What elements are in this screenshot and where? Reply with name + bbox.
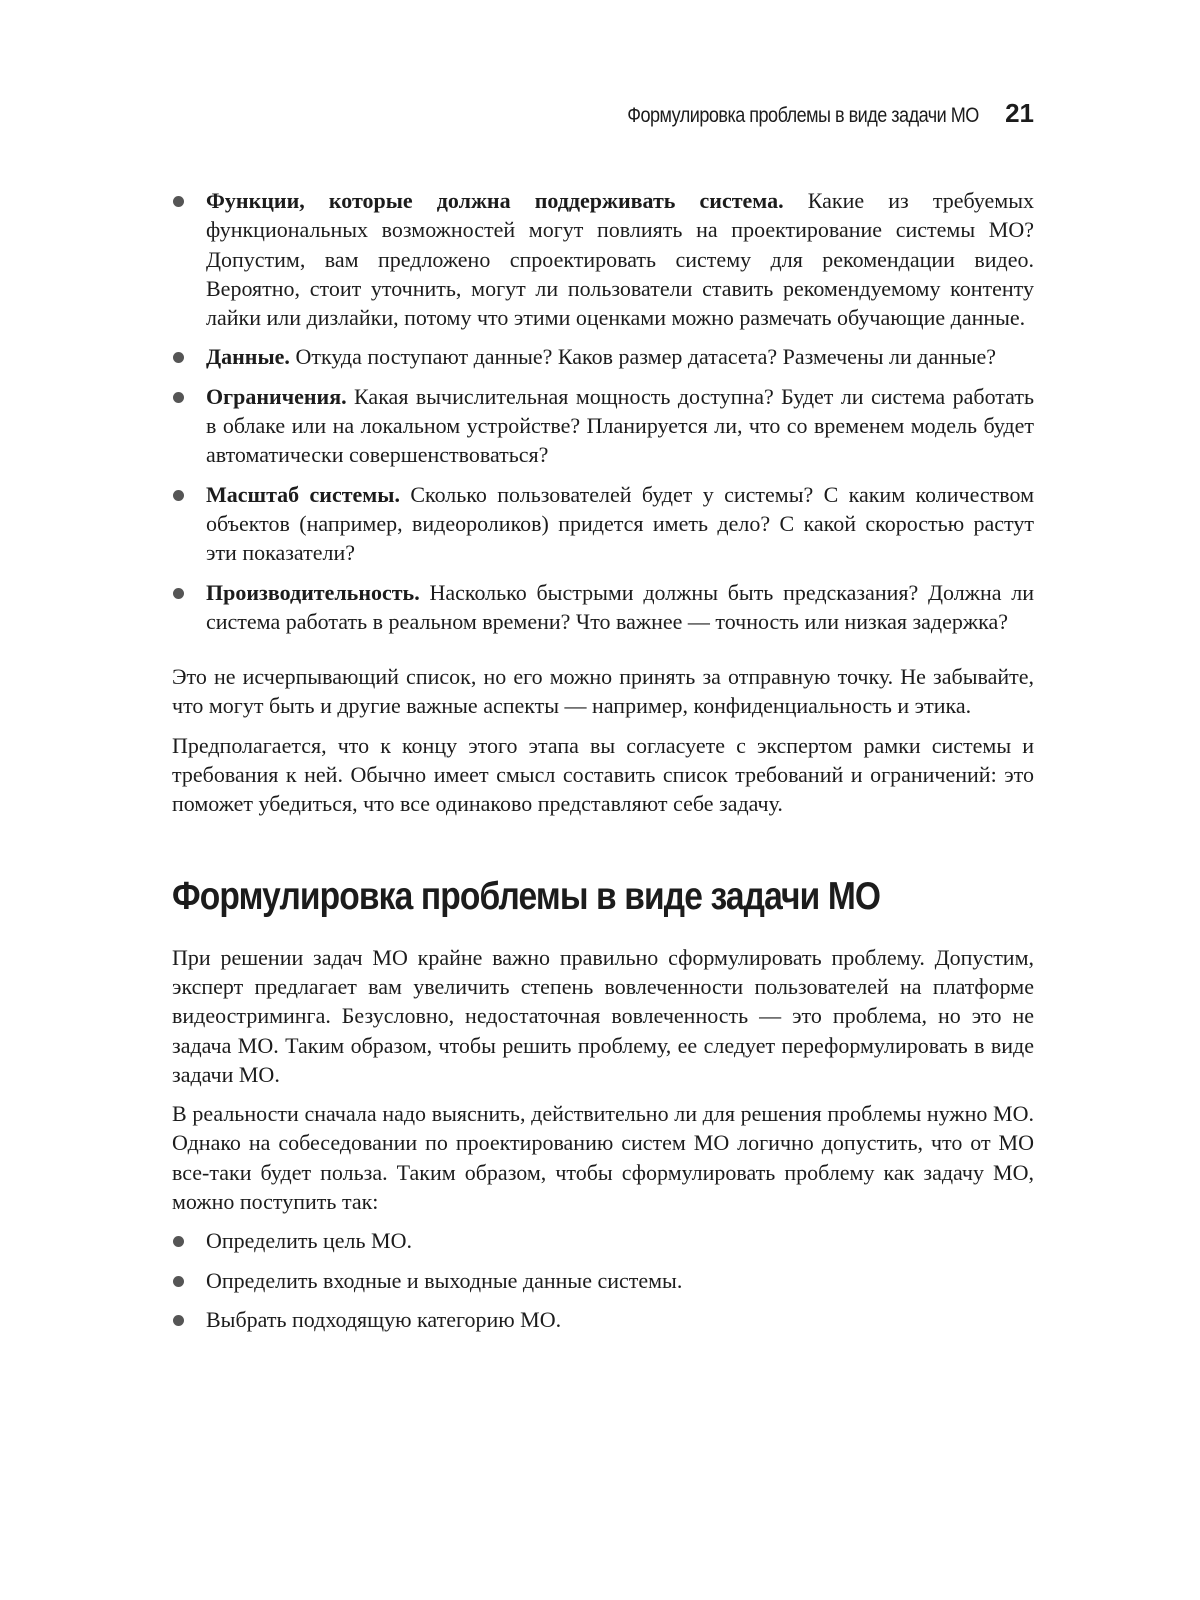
list-item-term: Масштаб системы. bbox=[206, 481, 400, 507]
list-item bbox=[172, 382, 1034, 470]
steps-list bbox=[172, 1226, 1034, 1334]
list-item-term: Функции, которые должна поддерживать система. bbox=[206, 188, 784, 213]
list-item-text: Какая вычислительная мощность доступна? Будет ли система работать в облаке или на локальном устройстве? Планируется ли, что со временем модель будет автоматически совершенствоваться? bbox=[206, 383, 1034, 468]
list-item-term: Данные. bbox=[206, 344, 290, 370]
list-item bbox=[172, 480, 1034, 568]
paragraph: При решении задач МО крайне важно правильно сформулировать проблему. Допустим, эксперт предлагает вам увеличить степень вовлеченности пользователей на платформе видеостриминга. Безусловно, недостаточная вовлеченность — это проблема, но это не задача МО. Таким образом, чтобы решить проблему, ее следует переформулировать в виде задачи МО. bbox=[172, 944, 1034, 1087]
list-item-text: Откуда поступают данные? Каков размер датасета? Размечены ли данные? bbox=[295, 344, 997, 370]
list-item-text: Насколько быстрыми должны быть предсказания? Должна ли система работать в реальном времени? Что важнее — точность или низкая задержка? bbox=[206, 579, 1034, 634]
list-item bbox=[172, 1266, 1034, 1295]
list-item bbox=[172, 186, 1034, 332]
list-item bbox=[172, 578, 1034, 637]
requirements-list bbox=[172, 186, 1034, 636]
paragraph: В реальности сначала надо выяснить, действительно ли для решения проблемы нужно МО. Однако на собеседовании по проектированию систем МО логично допустить, что от МО все-таки будет польза. Таким образом, чтобы сформулировать проблему как задачу МО, можно поступить так: bbox=[172, 1101, 1034, 1215]
list-item-term: Производительность. bbox=[206, 579, 420, 605]
bullet-icon bbox=[173, 490, 184, 501]
list-item-text: Определить входные и выходные данные системы. bbox=[206, 1267, 683, 1293]
paragraph: Это не исчерпывающий список, но его можно принять за отправную точку. Не забывайте, что могут быть и другие важные аспекты — например, конфиденциальность и этика. bbox=[172, 664, 1034, 719]
list-item bbox=[172, 342, 1034, 371]
bullet-icon bbox=[173, 352, 184, 363]
list-item-text: Определить цель МО. bbox=[206, 1228, 412, 1254]
bullet-icon bbox=[173, 1276, 184, 1287]
list-item-term: Ограничения. bbox=[206, 383, 347, 409]
bullet-icon bbox=[173, 196, 184, 207]
bullet-icon bbox=[173, 588, 184, 599]
bullet-icon bbox=[173, 392, 184, 403]
bullet-icon bbox=[173, 1315, 184, 1326]
list-item-text: Сколько пользователей будет у системы? С каким количеством объектов (например, видеороликов) придется иметь дело? С какой скоростью растут эти показатели? bbox=[206, 481, 1035, 566]
list-item bbox=[172, 1226, 1034, 1255]
page-number: 21 bbox=[1005, 98, 1034, 128]
list-item bbox=[172, 1305, 1034, 1334]
spacer bbox=[172, 646, 1034, 662]
list-item-text: Какие из требуемых функциональных возможностей могут повлиять на проектирование системы МО? Допустим, вам предложено спроектировать систему для рекомендации видео. Вероятно, стоит уточнить, могут ли пользователи ставить рекомендуемому контенту лайки или дизлайки, потому что этими оценками можно размечать обучающие данные. bbox=[206, 188, 1034, 331]
page-body bbox=[172, 186, 1034, 1344]
running-title: Формулировка проблемы в виде задачи МО bbox=[627, 104, 980, 127]
section-heading: Формулировка проблемы в виде задачи МО bbox=[172, 874, 881, 918]
paragraph: Предполагается, что к концу этого этапа вы согласуете с экспертом рамки системы и требования к ней. Обычно имеет смысл составить список требований и ограничений: это поможет убедиться, что все одинаково представляют себе задачу. bbox=[172, 732, 1034, 817]
running-head bbox=[172, 98, 1034, 129]
list-item-text: Выбрать подходящую категорию МО. bbox=[206, 1306, 562, 1332]
bullet-icon bbox=[173, 1236, 184, 1247]
